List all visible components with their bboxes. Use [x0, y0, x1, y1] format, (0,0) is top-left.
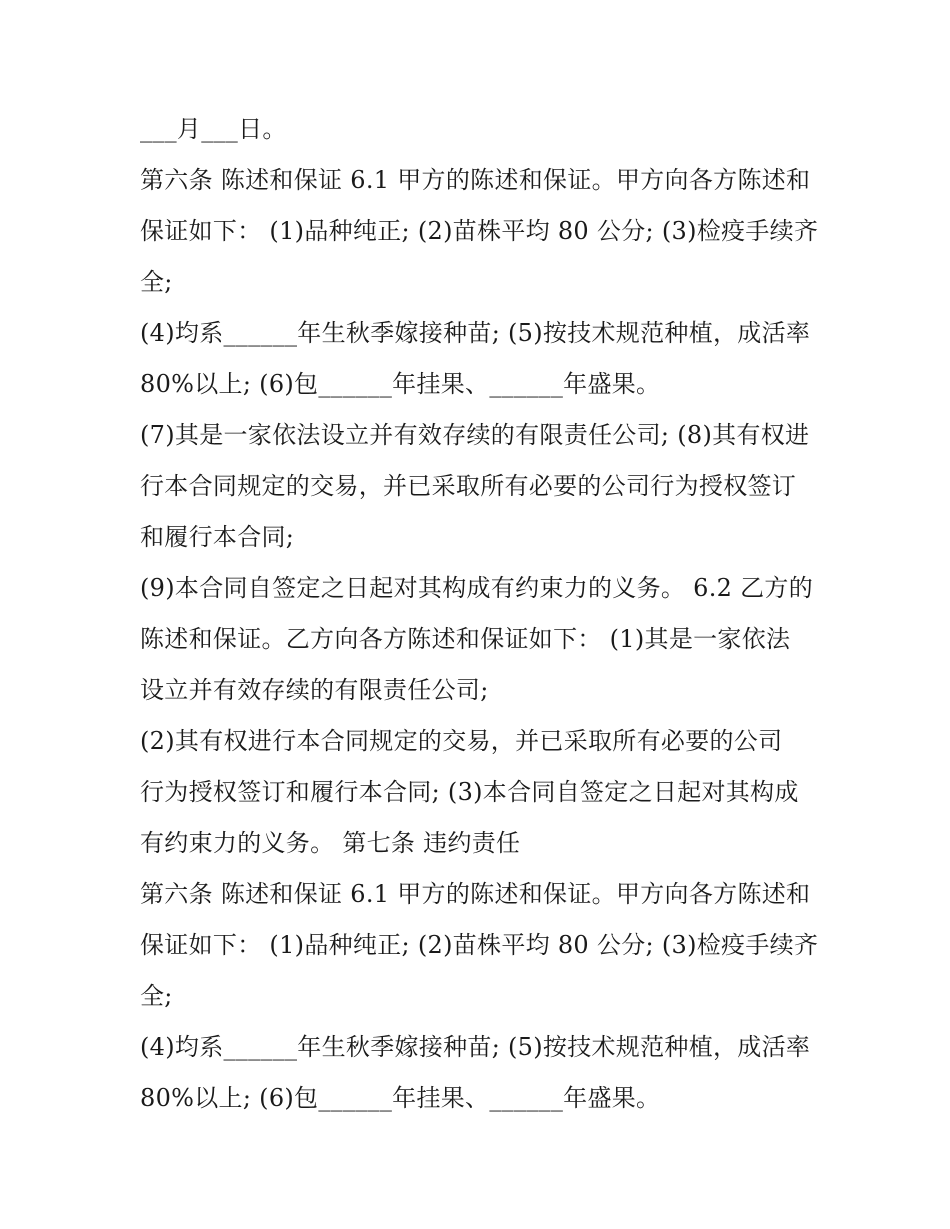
text-line: 陈述和保证。乙方向各方陈述和保证如下： (1)其是一家依法 — [140, 625, 791, 653]
text-line: 全; — [140, 268, 173, 296]
text-line: 行为授权签订和履行本合同; (3)本合同自签定之日起对其构成 — [140, 778, 799, 806]
document-body — [140, 104, 820, 1124]
text-line: 保证如下： (1)品种纯正; (2)苗株平均 80 公分; (3)检疫手续齐 — [140, 217, 819, 245]
text-line: 第六条 陈述和保证 6.1 甲方的陈述和保证。甲方向各方陈述和 — [140, 166, 811, 194]
text-line: 80%以上; (6)包______年挂果、______年盛果。 — [140, 370, 661, 398]
text-line: 设立并有效存续的有限责任公司; — [140, 676, 489, 704]
text-line: 行本合同规定的交易，并已采取所有必要的公司行为授权签订 — [140, 472, 797, 500]
text-line: 有约束力的义务。 第七条 违约责任 — [140, 829, 521, 857]
text-line: (4)均系______年生秋季嫁接种苗; (5)按技术规范种植，成活率 — [140, 319, 811, 347]
text-line: (4)均系______年生秋季嫁接种苗; (5)按技术规范种植，成活率 — [140, 1033, 811, 1061]
text-line: 第六条 陈述和保证 6.1 甲方的陈述和保证。甲方向各方陈述和 — [140, 880, 811, 908]
text-line: 保证如下： (1)品种纯正; (2)苗株平均 80 公分; (3)检疫手续齐 — [140, 931, 819, 959]
text-line: 和履行本合同; — [140, 523, 295, 551]
text-line: (7)其是一家依法设立并有效存续的有限责任公司; (8)其有权进 — [140, 421, 810, 449]
text-line: (2)其有权进行本合同规定的交易，并已采取所有必要的公司 — [140, 727, 783, 755]
text-line: ___月___日。 — [140, 115, 287, 143]
text-line: (9)本合同自签定之日起对其构成有约束力的义务。 6.2 乙方的 — [140, 574, 814, 602]
text-line: 全; — [140, 982, 173, 1010]
text-line: 80%以上; (6)包______年挂果、______年盛果。 — [140, 1084, 661, 1112]
